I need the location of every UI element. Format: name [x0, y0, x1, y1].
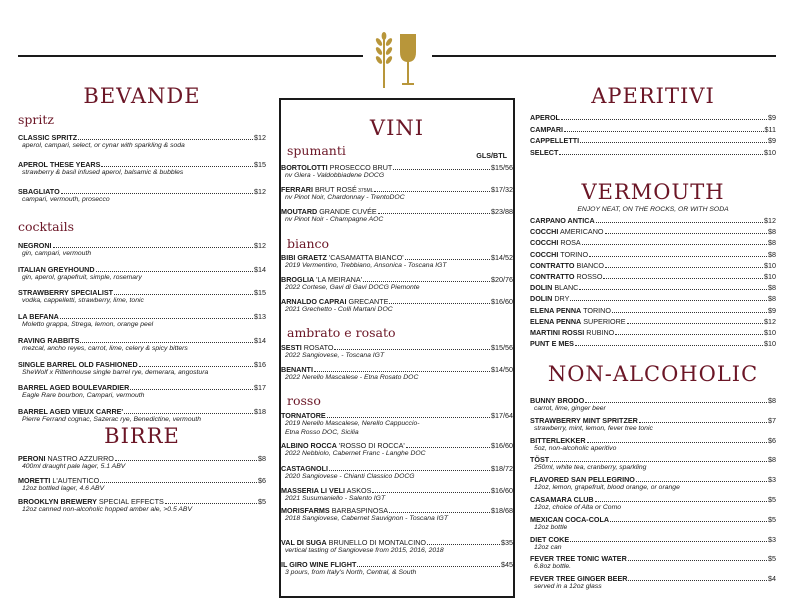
menu-item-price: $18 — [254, 406, 266, 416]
menu-item-price: $11 — [764, 124, 776, 134]
menu-item-subname: PROSECCO BRUT — [327, 163, 393, 172]
dot-leader — [389, 512, 490, 513]
menu-item-subname: BARBASPINOSA — [329, 506, 389, 515]
menu-item-subname: ASKOS — [345, 486, 372, 495]
dot-leader — [587, 442, 767, 443]
vermouth-note: ENJOY NEAT, ON THE ROCKS, OR WITH SODA — [577, 206, 729, 213]
menu-item-price: $10 — [764, 147, 776, 157]
menu-item-name: ELENA PENNA SUPERIORE — [530, 316, 626, 326]
dot-leader — [582, 244, 767, 245]
menu-item-description: campari, vermouth, prosecco — [22, 196, 110, 203]
dot-leader — [334, 349, 490, 350]
dot-leader — [372, 492, 490, 493]
menu-item-description-line2: Etna Rosso DOC, Sicilia — [285, 429, 359, 436]
dot-leader — [393, 169, 490, 170]
menu-item-description: 12oz bottle — [534, 523, 568, 531]
menu-item-name: MORISFARMS BARBASPINOSA — [281, 506, 389, 515]
dot-leader — [389, 303, 490, 304]
menu-item-name: CAPPELLETTI — [530, 136, 580, 145]
menu-item-name: APEROL — [530, 113, 560, 122]
menu-item-name: CAMPARI — [530, 124, 564, 134]
menu-item-description: vertical tasting of Sangiovese from 2015, 2016, 2018 — [285, 547, 444, 554]
dot-leader — [78, 139, 253, 140]
menu-item — [530, 272, 776, 282]
menu-item-name: TÖST — [530, 455, 550, 465]
menu-item-name: NEGRONI — [18, 241, 52, 250]
menu-item-price: $15/56 — [491, 163, 513, 172]
menu-item-description: 2021 Grechetto - Colli Martani DOC — [285, 306, 393, 313]
dot-leader — [595, 501, 767, 502]
menu-item-description: Moletto grappa, Strega, lemon, orange peel — [22, 321, 154, 329]
dot-leader — [636, 481, 767, 482]
menu-item-price: $8 — [768, 294, 776, 304]
menu-item-description: 2020 Sangiovese - Chianti Classico DOCG — [285, 473, 415, 480]
dot-leader — [605, 233, 768, 234]
dot-leader — [579, 289, 767, 290]
menu-item-name: COCCHI AMERICANO — [530, 227, 604, 237]
menu-item-price: $9 — [768, 136, 776, 145]
menu-item — [530, 238, 776, 248]
menu-item — [530, 148, 776, 158]
menu-item-description: 2022 Sangiovese, - Toscana IGT — [285, 352, 385, 359]
dot-leader — [628, 580, 767, 581]
menu-item-price: $10 — [764, 272, 776, 281]
menu-item-subname: ROSSO — [574, 272, 603, 281]
menu-item-name: ARNALDO CAPRAI GRECANTE — [281, 297, 389, 306]
menu-item-price: $9 — [768, 113, 776, 122]
menu-item-name: SESTI ROSATO — [281, 343, 334, 352]
menu-item-description: carrot, lime, ginger beer — [534, 405, 606, 412]
menu-item-name: VAL DI SUGA BRUNELLO DI MONTALCINO — [281, 538, 426, 547]
dot-leader — [357, 566, 500, 567]
menu-item-price: $15 — [254, 160, 266, 169]
menu-item-price: $3 — [768, 475, 776, 485]
dot-leader — [374, 191, 490, 192]
menu-item-name: FERRARI BRUT ROSÉ 375ML — [281, 185, 374, 194]
dot-leader — [80, 342, 253, 343]
menu-item-price: $15/56 — [491, 343, 513, 352]
menu-item-name: SINGLE BARREL OLD FASHIONED — [18, 359, 138, 369]
menu-item-price: $8 — [768, 396, 776, 405]
menu-item-name: SELECT — [530, 147, 559, 157]
dot-leader — [639, 422, 767, 423]
menu-item-description: 400ml draught pale lager, 5.1 ABV — [22, 463, 126, 470]
menu-item-price: $12 — [764, 316, 776, 326]
menu-item-name: PERONI NASTRO AZZURRO — [18, 454, 114, 463]
menu-item-name: CASTAGNOLI — [281, 464, 328, 473]
menu-item-name: FEVER TREE GINGER BEER — [530, 574, 628, 584]
menu-item-price: $8 — [768, 227, 776, 237]
menu-item — [530, 283, 776, 293]
dot-leader — [570, 300, 767, 301]
dot-leader — [405, 259, 490, 260]
menu-item-name: DIET COKE — [530, 534, 570, 544]
cocktails-subtitle: cocktails — [18, 219, 74, 234]
menu-item-price: $9 — [768, 305, 776, 315]
menu-item-subname: BRUT ROSÉ — [312, 185, 357, 194]
dot-leader — [363, 281, 490, 282]
menu-item-name: BORTOLOTTI PROSECCO BRUT — [281, 163, 393, 172]
header-rule-right — [432, 55, 776, 57]
menu-item — [530, 250, 776, 260]
menu-item-price: $12 — [764, 216, 776, 225]
dot-leader — [628, 560, 767, 561]
menu-item-price: $10 — [764, 339, 776, 349]
spritz-subtitle: spritz — [18, 112, 54, 127]
menu-item-description: nv Pinot Noir, Chardonnay - TrentoDOC — [285, 194, 405, 201]
dot-leader — [139, 366, 253, 367]
ambrato-subtitle: ambrato e rosato — [287, 325, 396, 340]
menu-item-subname: DRY — [552, 294, 570, 304]
menu-item-name: BITTERLEKKER — [530, 435, 586, 445]
menu-item-price: $12 — [254, 241, 266, 250]
menu-item-price: $5 — [258, 497, 266, 506]
menu-item-description: mezcal, ancho reyes, carrot, lime, celery & spicy bitters — [22, 344, 188, 352]
menu-item-name: BIBI GRAETZ 'CASAMATTA BIANCO' — [281, 253, 404, 262]
rosso-subtitle: rosso — [287, 393, 321, 408]
menu-item-name: MORETTI L'AUTENTICO — [18, 475, 100, 485]
menu-item-name: TORNATORE — [281, 411, 326, 420]
menu-item-name: RAVING RABBITS — [18, 335, 80, 345]
dot-leader — [585, 402, 767, 403]
menu-item-description: Pierre Ferrand cognac, Sazerac rye, Benedictine, vermouth — [22, 415, 202, 423]
menu-item-name: CONTRATTO BIANCO — [530, 260, 605, 270]
menu-item-name: STRAWBERRY SPECIALIST — [18, 288, 114, 298]
menu-item-name: MARTINI ROSSI RUBINO — [530, 328, 615, 337]
menu-item-price: $8 — [768, 238, 776, 248]
menu-item-price: $4 — [768, 574, 776, 584]
menu-item-subname: 'ROSSO DI ROCCA' — [336, 441, 405, 450]
dot-leader — [564, 131, 764, 132]
dot-leader — [124, 413, 253, 414]
dot-leader — [329, 470, 490, 471]
dot-leader — [60, 318, 253, 319]
menu-item-subname: SUPERIORE — [581, 316, 626, 326]
menu-item-price: $17 — [254, 383, 266, 393]
aperitivi-title: APERITIVI — [591, 84, 715, 108]
menu-item-subname: TORINO — [558, 249, 589, 259]
menu-item-price: $8 — [768, 455, 776, 465]
menu-item-subname: 'CASAMATTA BIANCO' — [326, 253, 404, 262]
menu-item-description: 12oz canned non-alcoholic hopped amber ale, >0.5 ABV — [22, 506, 192, 513]
menu-item-price: $12 — [254, 133, 266, 142]
menu-item-price: $18/72 — [491, 464, 513, 473]
menu-item — [530, 227, 776, 237]
menu-item-subname: BIANCO — [574, 260, 605, 270]
dot-leader — [559, 154, 763, 155]
dot-leader — [589, 256, 767, 257]
menu-item-price: $13 — [254, 312, 266, 322]
menu-item — [530, 136, 776, 146]
dot-leader — [603, 278, 763, 279]
menu-item-name: ELENA PENNA TORINO — [530, 305, 611, 315]
menu-item-description: strawberry & basil infused aperol, balsamic & bubbles — [22, 169, 184, 176]
menu-item-subname: SPECIAL EFFECTS — [96, 497, 164, 506]
menu-item-subname: NASTRO AZZURRO — [45, 454, 114, 463]
menu-item-subname: ROSATO — [301, 343, 334, 352]
menu-item-description: SheWolf x Rittenhouse single barrel rye, demerara, angostura — [22, 368, 209, 376]
menu-item-name: CONTRATTO ROSSO — [530, 272, 603, 281]
menu-item-description: 12oz bottled lager, 4.6 ABV — [22, 484, 105, 492]
menu-item-name: BUNNY BRODO — [530, 396, 585, 405]
spumanti-subtitle: spumanti — [287, 143, 346, 158]
dot-leader — [550, 461, 767, 462]
dot-leader — [615, 334, 763, 335]
menu-item-price: $5 — [768, 554, 776, 564]
menu-item-name: BENANTI — [281, 365, 313, 374]
menu-item-description: 6.8oz bottle. — [534, 563, 572, 571]
menu-item-description: nv Glera - Valdobbiadene DOCG — [285, 172, 385, 179]
menu-item-price: $16/60 — [491, 297, 513, 306]
menu-item-price: $12 — [254, 187, 266, 196]
dot-leader — [114, 294, 253, 295]
menu-item-price: $5 — [768, 495, 776, 504]
menu-item-size: 375ML — [356, 188, 374, 194]
menu-item-price: $16/60 — [491, 441, 513, 450]
menu-item-name: PUNT E MES — [530, 339, 574, 349]
menu-item-description: nv Pinot Noir - Champagne AOC — [285, 216, 384, 223]
header-rule-left — [18, 55, 363, 57]
menu-item-price: $10 — [764, 328, 776, 337]
menu-item-name: BARREL AGED BOULEVARDIER — [18, 383, 130, 393]
menu-item-price: $16 — [254, 359, 266, 369]
menu-item-name: ALBINO ROCCA 'ROSSO DI ROCCA' — [281, 441, 405, 450]
menu-item — [530, 328, 776, 338]
dot-leader — [596, 222, 763, 223]
menu-item — [530, 306, 776, 316]
wheat-glass-logo-icon — [370, 28, 426, 90]
menu-item-name: LA BEFANA — [18, 312, 59, 322]
dot-leader — [53, 247, 253, 248]
dot-leader — [314, 371, 490, 372]
menu-item-description: strawberry, mint, lemon, fever tree tonic — [534, 424, 653, 432]
gls-btl-header: GLS/BTL — [476, 151, 507, 160]
menu-item-description: 2022 Cortese, Gavi di Gavi DOCG Piemonte — [285, 284, 420, 291]
menu-item-subname: 'LA MEIRANA' — [314, 275, 363, 284]
menu-item — [530, 216, 776, 226]
dot-leader — [612, 312, 767, 313]
dot-leader — [575, 345, 763, 346]
menu-item-price: $16/60 — [491, 486, 513, 495]
menu-item — [530, 261, 776, 271]
menu-item-description: aperol, campari, select, or cynar with sparkling & soda — [22, 142, 185, 149]
menu-item-name: FLAVORED SAN PELLEGRINO — [530, 475, 635, 485]
menu-item-price: $14/52 — [491, 253, 513, 262]
menu-item-price: $8 — [258, 454, 266, 463]
menu-item-subname: TORINO — [581, 305, 611, 315]
vermouth-title: VERMOUTH — [581, 180, 725, 204]
menu-item-name: APEROL THESE YEARS — [18, 160, 101, 169]
menu-item-description: 250ml, white tea, cranberry, sparkling — [534, 464, 647, 472]
dot-leader — [605, 267, 763, 268]
menu-item-description: 2022 Nerello Mascalese - Etna Rosato DOC — [285, 374, 419, 381]
dot-leader — [580, 142, 767, 143]
menu-item-price: $15 — [254, 288, 266, 298]
menu-item-description: gin, aperol, grapefruit, simple, rosemary — [22, 273, 142, 281]
dot-leader — [165, 503, 257, 504]
menu-item-subname: BRUNELLO DI MONTALCINO — [326, 538, 426, 547]
menu-item-description: 5oz, non-alcoholic aperitivo — [534, 444, 617, 452]
dot-leader — [100, 482, 257, 483]
menu-item-price: $6 — [258, 475, 266, 485]
menu-item-description: 12oz can — [534, 543, 562, 551]
bevande-title: BEVANDE — [83, 84, 201, 108]
dot-leader — [627, 323, 763, 324]
menu-item-subname: BLANC — [552, 283, 579, 293]
menu-item-name: DOLIN DRY — [530, 294, 570, 304]
menu-item-price: $14 — [254, 264, 266, 274]
menu-item-description: 2019 Nerello Mascalese, Nerello Cappuccio- — [285, 420, 420, 427]
menu-item-name: MASSERIA LI VELI ASKOS — [281, 486, 372, 495]
menu-item-price: $35 — [501, 538, 513, 547]
menu-item-subname: ROSA — [558, 238, 581, 248]
menu-item-price: $3 — [768, 534, 776, 544]
menu-item-price: $6 — [768, 435, 776, 445]
menu-item-subname: GRANDE CUVÉE — [317, 207, 377, 216]
menu-item-price: $7 — [768, 415, 776, 425]
vini-box — [279, 98, 515, 598]
dot-leader — [378, 213, 490, 214]
dot-leader — [570, 541, 767, 542]
menu-item-name: FEVER TREE TONIC WATER — [530, 554, 627, 564]
menu-item-price: $18/68 — [491, 506, 513, 515]
menu-item-subname: RUBINO — [584, 328, 615, 337]
dot-leader — [130, 389, 253, 390]
menu-item-name: STRAWBERRY MINT SPRITZER — [530, 415, 638, 425]
menu-item-price: $5 — [768, 514, 776, 524]
bianco-subtitle: bianco — [287, 236, 330, 251]
menu-item — [530, 294, 776, 304]
menu-item-name: MEXICAN COCA-COLA — [530, 514, 610, 524]
menu-item-description: 3 pours, from Italy's North, Central, & South — [285, 569, 417, 576]
menu-item-description: gin, campari, vermouth — [22, 250, 92, 257]
dot-leader — [561, 119, 767, 120]
menu-item — [530, 339, 776, 349]
menu-item-name: CLASSIC SPRITZ — [18, 133, 78, 142]
vini-title: VINI — [369, 116, 425, 140]
dot-leader — [406, 447, 490, 448]
menu-item-description: 2018 Sangiovese, Cabernet Sauvignon - Toscana IGT — [285, 515, 448, 522]
menu-item-name: BARREL AGED VIEUX CARRE' — [18, 406, 124, 416]
menu-item-name: BROOKLYN BREWERY SPECIAL EFFECTS — [18, 497, 164, 506]
menu-item-name: BROGLIA 'LA MEIRANA' — [281, 275, 363, 284]
dot-leader — [610, 521, 767, 522]
non-alcoholic-title: NON-ALCOHOLIC — [547, 362, 759, 386]
menu-item-description: Eagle Rare bourbon, Campari, vermouth — [22, 392, 145, 400]
dot-leader — [101, 166, 253, 167]
menu-item-price: $8 — [768, 283, 776, 293]
menu-item-name: SBAGLIATO — [18, 187, 60, 196]
dot-leader — [327, 417, 490, 418]
menu-item — [530, 317, 776, 327]
menu-item-subname: L'AUTENTICO — [50, 475, 100, 485]
menu-item-price: $23/88 — [491, 207, 513, 216]
dot-leader — [61, 193, 253, 194]
dot-leader — [427, 544, 500, 545]
menu-item-price: $45 — [501, 560, 513, 569]
menu-item-description: 2019 Vermentino, Trebbiano, Ansonica - Toscana IGT — [285, 262, 447, 269]
birre-title: BIRRE — [104, 424, 180, 448]
dot-leader — [115, 460, 257, 461]
menu-item — [530, 113, 776, 123]
menu-item-description: 12oz, choice of Alta or Como — [534, 504, 622, 511]
menu-item-name: CARPANO ANTICA — [530, 216, 595, 225]
menu-item-price: $17/64 — [491, 411, 513, 420]
menu-item-name: CASAMARA CLUB — [530, 495, 594, 504]
menu-item-price: $20/76 — [491, 275, 513, 284]
menu-item-name: DOLIN BLANC — [530, 283, 579, 293]
menu-item-description: 2022 Nebbiolo, Cabernet Franc - Langhe DOC — [285, 450, 426, 457]
menu-item-description: 2021 Susumaniello - Salento IGT — [285, 495, 386, 502]
menu-item-price: $14/50 — [491, 365, 513, 374]
menu-item-description: 12oz, lemon, grapefruit, blood orange, or orange — [534, 484, 680, 492]
menu-item-price: $17/32 — [491, 185, 513, 194]
dot-leader — [96, 271, 253, 272]
menu-item-subname: GRECANTE — [346, 297, 389, 306]
menu-item-name: COCCHI ROSA — [530, 238, 581, 248]
menu-item-description: vodka, cappelletti, strawberry, lime, tonic — [22, 297, 144, 305]
menu-item-name: IL GIRO WINE FLIGHT — [281, 560, 357, 569]
menu-item-price: $10 — [764, 260, 776, 270]
menu-item-subname: AMERICANO — [558, 227, 604, 237]
menu-item-name: COCCHI TORINO — [530, 249, 589, 259]
menu-item-description: served in a 12oz glass — [534, 583, 602, 591]
menu-item-name: ITALIAN GREYHOUND — [18, 264, 95, 274]
menu-item-name: MOUTARD GRANDE CUVÉE — [281, 207, 377, 216]
menu-item-price: $14 — [254, 335, 266, 345]
menu-item-price: $8 — [768, 249, 776, 259]
menu-item — [530, 125, 776, 135]
